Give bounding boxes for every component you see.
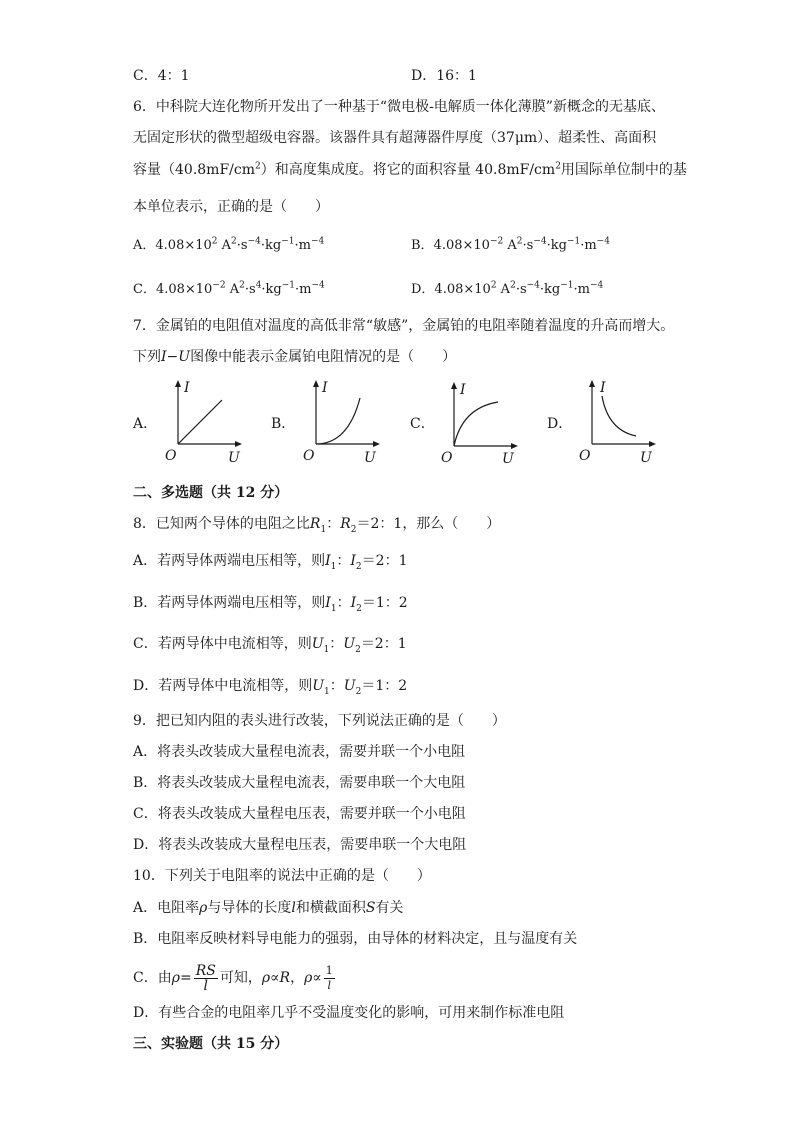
q7-option-d-label: D． [547,416,573,432]
q6-stem-line1: 6．中科院大连化物所开发出了一种基于“微电极-电解质一体化薄膜”新概念的无基底、 [133,99,665,115]
q7-stem-line1: 7．金属铂的电阻值对温度的高低非常“敏感”，金属铂的电阻率随着温度的升高而增大。 [133,318,675,334]
q9-option-a: A．将表头改装成大量程电流表，需要并联一个小电阻 [133,744,466,760]
q6-stem-line4: 本单位表示，正确的是（ ） [133,199,329,215]
q7-graph-a-y-label: I [184,380,190,396]
q10-option-b: B．电阻率反映材料导电能力的强弱，由导体的材料决定，且与温度有关 [133,931,578,947]
q7-graph-d [572,378,662,468]
q7-graph-c-x-label: U [502,451,514,467]
q7-graph-a-origin: O [165,448,177,464]
q7-graph-b-x-label: U [364,450,376,466]
q9-stem: 9．把已知内阻的表头进行改装，下列说法正确的是（ ） [133,713,506,729]
q5-option-c: C．4：1 [133,68,190,84]
q8-option-b: B．若两导体两端电压相等，则$I_1$：$I_2=1$：2 [133,595,408,614]
q7-graph-a-x-label: U [228,450,240,466]
q9-option-d: D．将表头改装成大量程电压表，需要串联一个大电阻 [133,837,467,853]
q6-stem-line3: 容量$(40.8mF/cm^2)$和高度集成度。将它的面积容量 $40.8mF/cm^2$用国际单位制中的基 [133,161,687,178]
q6-option-c: C．$4.08\times 10^{-2}$ $A^2\cdot s^4\cdot kg^{-1}\cdot m^{-4}$ [133,280,325,297]
q7-option-a-label: A． [133,416,158,432]
q7-graph-c-y-label: I [460,382,466,398]
q7-graph-c-origin: O [441,450,453,466]
q5-option-d: D．16：1 [411,68,477,84]
q9-option-c: C．将表头改装成大量程电压表，需要并联一个小电阻 [133,806,466,822]
q10-option-c: C．由ρ= $\frac{RS}{l}$ 可知，ρ∝R，ρ∝ $\frac{1}{l}$ [133,962,333,994]
q7-graph-c [434,378,524,468]
q10-option-d: D．有些合金的电阻率几乎不受温度变化的影响，可用来制作标准电阻 [133,1005,565,1021]
q8-option-a: A．若两导体两端电压相等，则$I_1$：$I_2=2$：1 [133,553,408,572]
q7-graph-b-y-label: I [322,380,328,396]
q7-graph-b-origin: O [303,448,315,464]
q7-stem-line2: 下列I−U图像中能表示金属铂电阻情况的是（ ） [133,349,457,365]
q8-option-d: D．若两导体中电流相等，则$U_1$：$U_2=1$：2 [133,678,408,697]
q7-graph-d-y-label: I [600,380,606,396]
q7-graph-d-x-label: U [640,450,652,466]
q9-option-b: B．将表头改装成大量程电流表，需要串联一个大电阻 [133,775,466,791]
q8-option-c: C．若两导体中电流相等，则$U_1$：$U_2=2$：1 [133,636,407,655]
q6-option-d: D．$4.08\times 10^2$ $A^2\cdot s^{-4}\cdot kg^{-1}\cdot m^{-4}$ [411,280,604,297]
q6-stem-line2: 无固定形状的微型超级电容器。该器件具有超薄器件厚度（37μm）、超柔性、高面积 [133,130,657,146]
q7-graph-b [296,378,386,468]
q7-option-b-label: B． [271,416,296,432]
q6-option-b: B．$4.08\times 10^{-2}$ $A^2\cdot s^{-4}\cdot kg^{-1}\cdot m^{-4}$ [411,236,610,253]
q6-option-a: A．$4.08\times 10^2$ $A^2\cdot s^{-4}\cdot kg^{-1}\cdot m^{-4}$ [133,236,325,253]
q7-option-c-label: C． [410,416,435,432]
q7-graph-a [158,378,248,468]
q10-stem: 10．下列关于电阻率的说法中正确的是（ ） [133,868,431,884]
q8-stem: 8．已知两个导体的电阻之比$R_1$：$R_2=2$：1，那么（ ） [133,516,501,535]
section-3-heading: 三、实验题（共 15 分） [133,1036,289,1052]
section-2-heading: 二、多选题（共 12 分） [133,485,289,501]
q7-graph-d-origin: O [579,448,591,464]
q10-option-a: A．电阻率ρ与导体的长度l和横截面积S有关 [133,900,404,916]
